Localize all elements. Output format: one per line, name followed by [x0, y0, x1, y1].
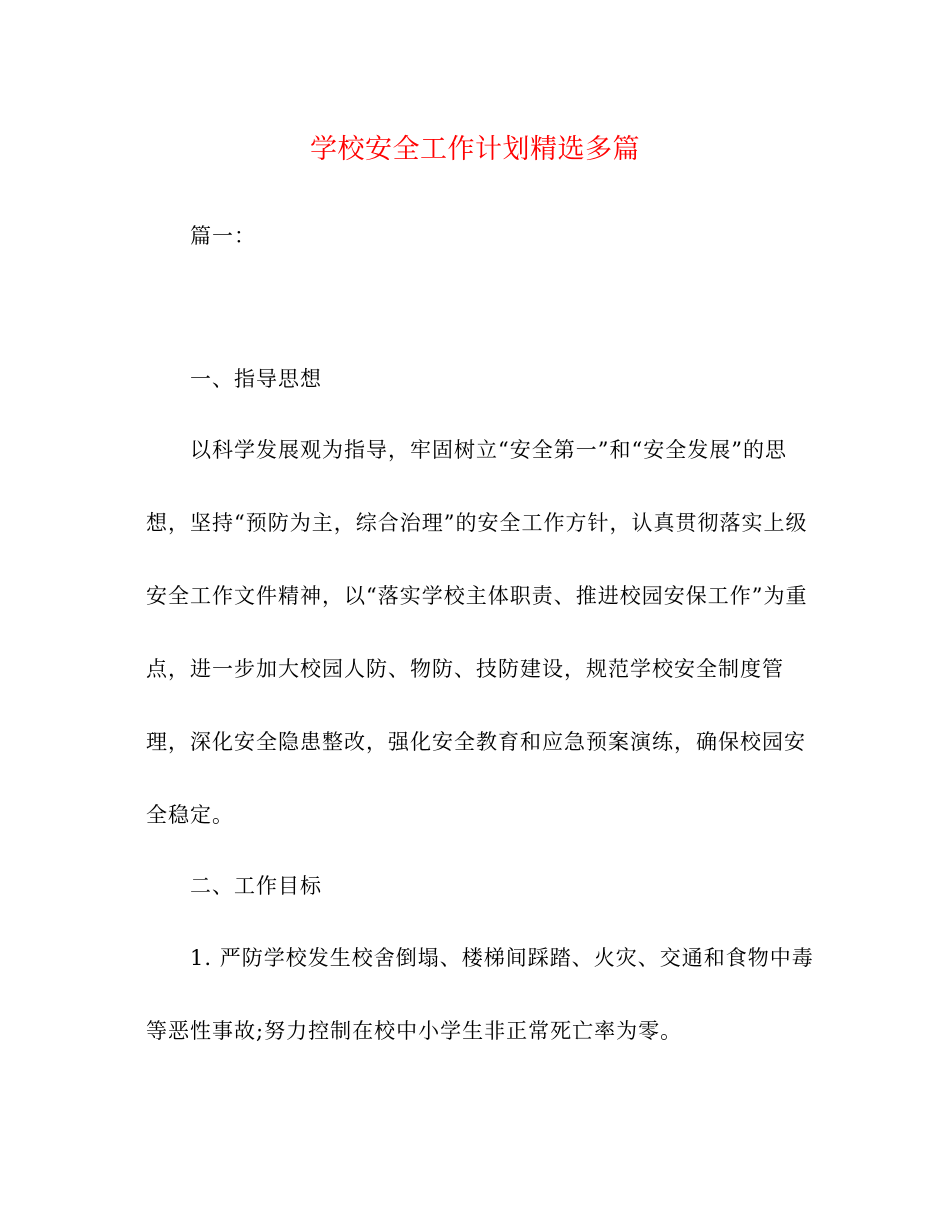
paragraph-line: 1. 严防学校发生校舍倒塌、楼梯间踩踏、火灾、交通和食物中毒 — [190, 946, 814, 970]
section2-heading: 二、工作目标 — [190, 874, 322, 898]
section2-item1 — [146, 940, 814, 1049]
section2-heading-block — [146, 868, 802, 904]
document-title: 学校安全工作计划精选多篇 — [310, 134, 640, 165]
paragraph-line: 理，深化安全隐患整改，强化安全教育和应急预案演练，确保校园安 — [146, 730, 806, 754]
paragraph-line: 以科学发展观为指导，牢固树立“安全第一”和“安全发展”的思 — [190, 438, 787, 462]
paragraph-line: 全稳定。 — [146, 803, 234, 827]
section1-heading-block — [146, 361, 802, 397]
section1-heading: 一、指导思想 — [190, 367, 322, 391]
paragraph-line: 点，进一步加大校园人防、物防、技防建设，规范学校安全制度管 — [146, 657, 784, 681]
part-label: 篇一： — [190, 224, 256, 248]
paragraph-line: 想，坚持“预防为主，综合治理”的安全工作方针，认真贯彻落实上级 — [146, 511, 808, 535]
part-label-block — [146, 218, 802, 254]
section1-paragraph — [146, 432, 808, 833]
paragraph-line: 安全工作文件精神，以“落实学校主体职责、推进校园安保工作”为重 — [146, 584, 808, 608]
paragraph-line: 等恶性事故;努力控制在校中小学生非正常死亡率为零。 — [146, 1019, 683, 1043]
